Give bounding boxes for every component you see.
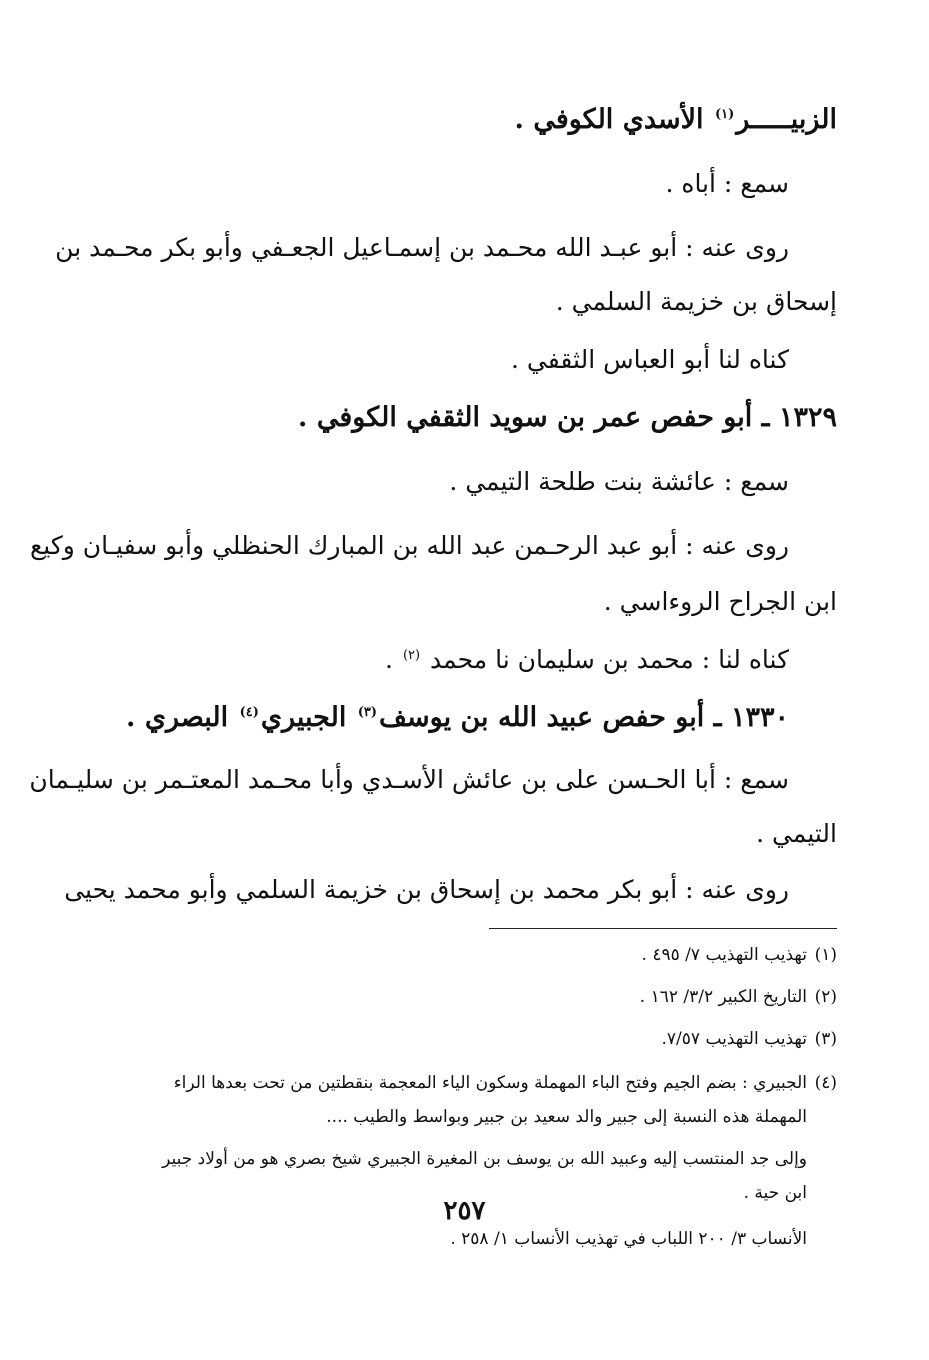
- footnote-ref-2[interactable]: (٢): [402, 647, 421, 663]
- kunya-line: كناه لنا أبو العباس الثقفي .: [511, 345, 789, 374]
- heard-from-line: سمع : عائشة بنت طلحة التيمي .: [449, 467, 789, 496]
- kunya-line: كناه لنا : محمد بن سليمان نا محمد $^{(٢)}$ .: [385, 645, 789, 674]
- footnote-4-cont: ابن حية .: [743, 1183, 807, 1203]
- footnote-3: (٣)تهذيب التهذيب ٧/٥٧.: [661, 1029, 837, 1049]
- heard-from-line-cont: التيمي .: [756, 819, 837, 848]
- footnote-separator: [489, 928, 837, 929]
- footnote-4-cont: المهملة هذه النسبة إلى جبير والد سعيد بن جبير وبواسط والطيب ....: [326, 1107, 807, 1127]
- narrated-by-line-cont: إسحاق بن خزيمة السلمي .: [555, 287, 837, 316]
- page-number: ٢٥٧: [443, 1196, 486, 1226]
- footnote-4-cont: وإلى جد المنتسب إليه وعبيد الله بن يوسف بن المغيرة الجبيري شيخ بصري هو من أولاد جبير: [162, 1149, 807, 1169]
- narrated-by-line: روى عنه : أبو بكر محمد بن إسحاق بن خزيمة السلمي وأبو محمد يحيى: [64, 875, 789, 904]
- heard-from-line: سمع : أباه .: [665, 169, 789, 198]
- entry-heading-continued: الزبيـــــر$^{(١)}$ الأسدي الكوفي .: [514, 104, 837, 135]
- footnote-ref-1[interactable]: (١): [714, 107, 735, 122]
- narrated-by-line: روى عنه : أبو عبد الرحـمن عبد الله بن المبارك الحنظلي وأبو سفيـان وكيع: [29, 531, 789, 560]
- footnote-4: (٤)الجبيري : بضم الجيم وفتح الباء المهملة وسكون الياء المعجمة بنقطتين من تحت بعدها الراء: [173, 1073, 837, 1093]
- document-page: [29, 94, 837, 1360]
- entry-heading-1329: ١٣٢٩ ـ أبو حفص عمر بن سويد الثقفي الكوفي .: [298, 402, 837, 433]
- narrated-by-line: روى عنه : أبو عبـد الله محـمد بن إسمـاعيل الجعـفي وأبو بكر محـمد بن: [55, 233, 789, 262]
- heard-from-line: سمع : أبا الحـسن على بن عائش الأسـدي وأبا محـمد المعتـمر بن سليـمان: [29, 765, 789, 794]
- footnote-2: (٢)التاريخ الكبير ٣/٢/ ١٦٢ .: [639, 987, 837, 1007]
- narrated-by-line-cont: ابن الجراح الروءاسي .: [603, 587, 837, 616]
- footnote-1: (١)تهذيب التهذيب ٧/ ٤٩٥ .: [641, 945, 837, 965]
- footnote-4-source: الأنساب ٣/ ٢٠٠ اللباب في تهذيب الأنساب ١/ ٢٥٨ .: [450, 1229, 807, 1249]
- footnote-ref-4[interactable]: (٤): [239, 705, 259, 720]
- footnote-ref-3[interactable]: (٣): [357, 705, 378, 720]
- entry-heading-1330: ١٣٣٠ ـ أبو حفص عبيد الله بن يوسف$^{(٣)}$ الجبيري$^{(٤)}$ البصري .: [126, 702, 789, 733]
